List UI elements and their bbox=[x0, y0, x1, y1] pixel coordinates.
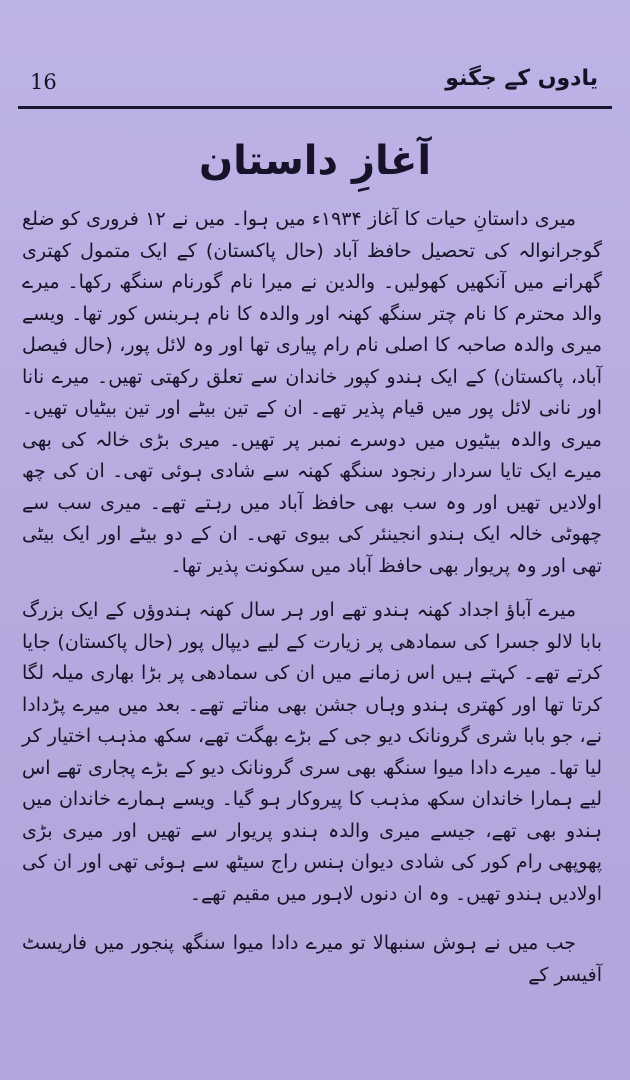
chapter-title: آغازِ داستان bbox=[198, 138, 432, 184]
page-header bbox=[18, 66, 612, 102]
paragraph: میرے آباؤ اجداد کھنہ ہندو تھے اور ہر سال کھنہ ہندوؤں کے ایک بزرگ بابا لالو جسرا کی سمادھی پر زیارت کے لیے دیپال پور (حال پاکستان) جایا کرتے تھے۔ کہتے ہیں اس زمانے میں ان کی سمادھی پر بڑا بھاری میلہ لگا کرتا تھا اور کھتری ہندو وہاں جشن بھی مناتے تھے۔ بعد میں میرے پڑدادا نے، جو بابا شری گرونانک دیو جی کے بڑے بھگت تھے، سکھ مذہب اختیار کر لیا تھا۔ میرے دادا میوا سنگھ بھی سری گرونانک دیو کے بڑے پجاری تھے اس لیے ہمارا خاندان سکھ مذہب کا پیروکار ہو گیا۔ ویسے ہمارے خاندان میں ہندو بھی تھے، جیسے میری والدہ ہندو پریوار سے تھیں اور میری بڑی پھوپھی رام کور کی شادی دیوان ہنس راج سیٹھ سے ہوئی تھی اور ان کی اولادیں ہندو تھیں۔ وہ ان دنوں لاہور میں مقیم تھے۔ bbox=[22, 599, 602, 905]
body-text bbox=[22, 204, 602, 1004]
paragraph: میری داستانِ حیات کا آغاز ۱۹۳۴ء میں ہوا۔ میں نے ۱۲ فروری کو ضلع گوجرانوالہ کی تحصیل حافظ آباد (حال پاکستان) کے ایک متمول کھتری گھرانے میں آنکھیں کھولیں۔ والدین نے میرا نام گورنام سنگھ رکھا۔ میرے والد محترم کا نام چتر سنگھ کھنہ اور والدہ کا نام ہربنس کور تھا۔ ویسے میری والدہ صاحبہ کا اصلی نام رام پیاری تھا اور وہ لائل پور، (حال فیصل آباد، پاکستان) کے ایک ہندو کپور خاندان سے تعلق رکھتی تھیں۔ میرے نانا اور نانی لائل پور میں قیام پذیر تھے۔ ان کے تین بیٹے اور تین بیٹیاں تھیں۔ میری والدہ بیٹیوں میں دوسرے نمبر پر تھیں۔ میری بڑی خالہ کی بھی میرے ایک تایا سردار رنجود سنگھ کھنہ سے شادی ہوئی تھی۔ ان کی چھ اولادیں تھیں اور وہ سب بھی حافظ آباد میں رہتے تھے۔ میری سب سے چھوٹی خالہ ایک ہندو انجینئر کی بیوی تھی۔ ان کے دو بیٹے اور ایک بیٹی تھی اور وہ پریوار بھی حافظ آباد میں سکونت پذیر تھا۔ bbox=[22, 208, 602, 577]
page-number: 16 bbox=[30, 70, 57, 94]
running-title: یادوں کے جگنو bbox=[445, 66, 598, 91]
paragraph: جب میں نے ہوش سنبھالا تو میرے دادا میوا سنگھ پنجور میں فاریسٹ آفیسر کے bbox=[22, 932, 602, 986]
header-rule bbox=[18, 106, 612, 109]
